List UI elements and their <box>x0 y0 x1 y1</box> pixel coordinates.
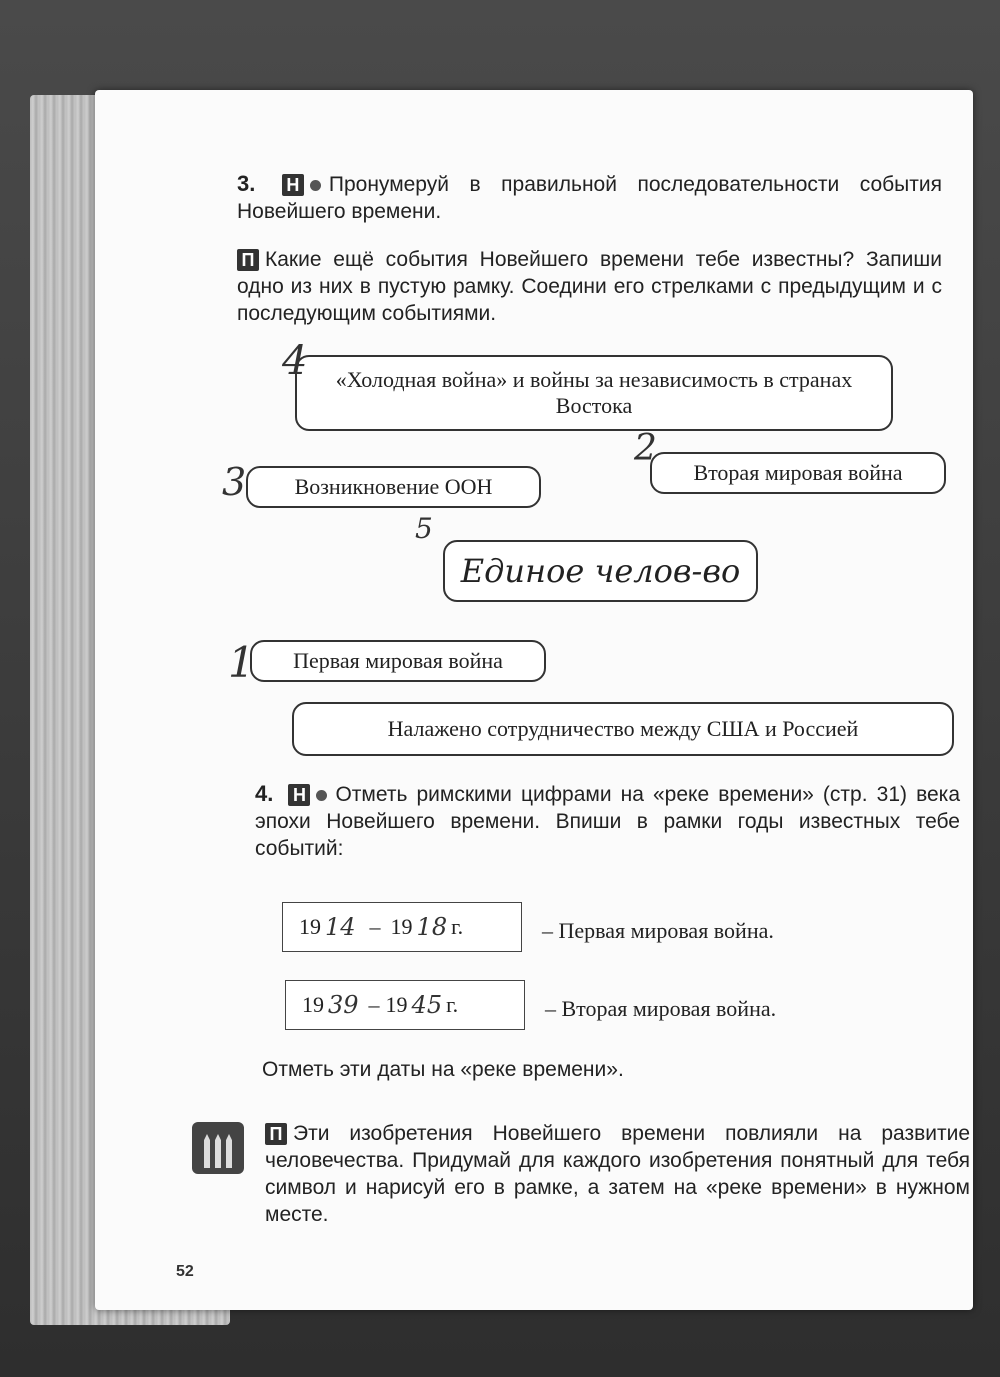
handwritten-event: Единое челов-во <box>460 552 741 590</box>
year-suffix: г. <box>446 992 459 1017</box>
handwritten-number: 5 <box>415 512 433 545</box>
event-label: Налажено сотрудничество между США и Россией <box>387 716 859 741</box>
task3-number: 3. <box>237 171 256 196</box>
task3-text: Пронумеруй в правильной последовательности события Новейшего времени. <box>237 173 942 223</box>
event-frame-cold-war <box>295 355 893 431</box>
task4-heading <box>255 780 960 862</box>
task3-level-badge: Н <box>282 174 304 196</box>
task4-level-badge: Н <box>288 784 310 806</box>
event-label: «Холодная война» и войны за независимость в странах Востока <box>335 367 853 418</box>
ww1-caption: – Первая мировая война. <box>542 918 774 943</box>
task4-subtask <box>265 1120 970 1228</box>
task4-number: 4. <box>255 781 274 806</box>
task3-sub-text: Какие ещё события Новейшего времени тебе известны? Запиши одно из них в пустую рамку. Соедини его стрелками с предыдущим и с последующим событиями. <box>237 248 942 325</box>
year-suffix: г. <box>451 914 464 939</box>
pencil-icon <box>204 1134 210 1168</box>
bullet-dot-icon <box>316 790 327 801</box>
handwritten-number: 2 <box>634 428 657 469</box>
event-frame-handwritten <box>443 540 758 602</box>
task4-text: Отметь римскими цифрами на «реке времени» (стр. 31) века эпохи Новейшего времени. Впиши в рамки годы известных тебе событий: <box>255 783 961 860</box>
task4-note: Отметь эти даты на «реке времени». <box>262 1058 624 1081</box>
handwritten-year: 45 <box>411 991 443 1019</box>
handwritten-year: 14 <box>325 913 356 941</box>
event-frame-ww2 <box>650 452 946 494</box>
bullet-dot-icon <box>310 180 321 191</box>
event-label: Возникновение ООН <box>294 474 493 499</box>
year-dash: – <box>368 992 380 1017</box>
year-box-ww1 <box>282 902 522 952</box>
handwritten-number: 4 <box>282 338 308 384</box>
year-prefix: 19 <box>385 992 408 1017</box>
task3-heading <box>237 170 942 225</box>
year-dash: – <box>369 914 381 939</box>
task3-sub-badge: П <box>237 249 259 271</box>
handwritten-year: 18 <box>416 913 448 941</box>
task3-subtask <box>237 246 942 327</box>
event-label: Первая мировая война <box>293 648 503 673</box>
year-prefix: 19 <box>390 914 413 939</box>
event-label: Вторая мировая война <box>693 460 903 485</box>
handwritten-number: 1 <box>228 638 255 687</box>
task4-sub-badge: П <box>265 1123 287 1145</box>
event-frame-un <box>246 466 541 508</box>
handwritten-year: 39 <box>328 991 359 1019</box>
pencil-icon <box>226 1134 232 1168</box>
pencil-icon <box>215 1134 221 1168</box>
event-frame-usa-russia <box>292 702 954 756</box>
page-number: 52 <box>176 1263 194 1280</box>
handwritten-number: 3 <box>222 460 247 504</box>
year-prefix: 19 <box>302 992 324 1017</box>
event-frame-ww1 <box>250 640 546 682</box>
year-prefix: 19 <box>299 914 321 939</box>
pencils-icon <box>192 1122 244 1174</box>
task4-sub-text: Эти изобретения Новейшего времени повлияли на развитие человечества. Придумай для каждого изобретения понятный для тебя символ и нарисуй его в рамке, а затем на «реке времени» в нужном месте. <box>265 1122 970 1226</box>
ww2-caption: – Вторая мировая война. <box>545 996 777 1021</box>
year-box-ww2 <box>285 980 525 1030</box>
